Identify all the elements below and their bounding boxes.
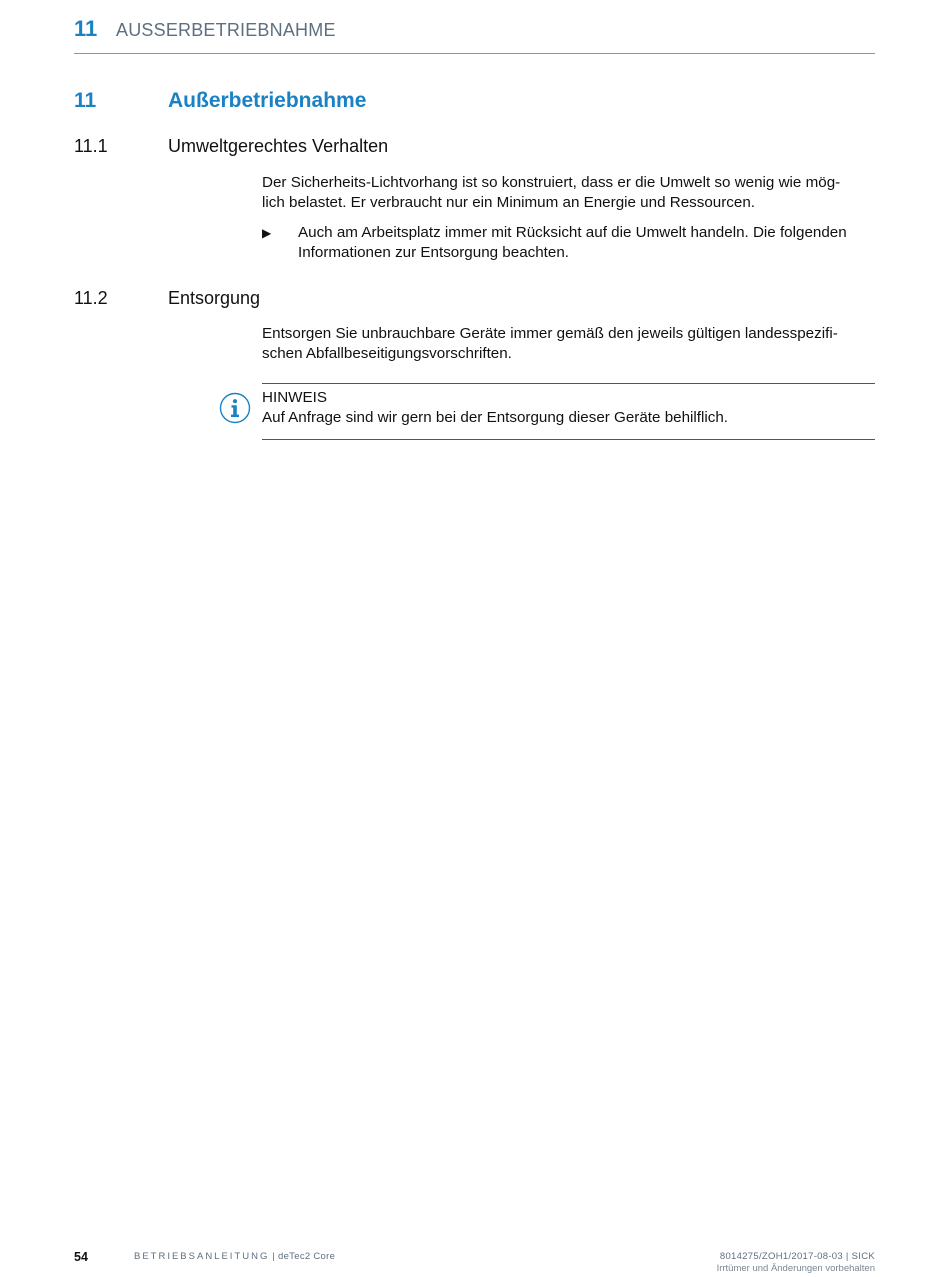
- paragraph-line: Entsorgen Sie unbrauchbare Geräte immer gemäß den jeweils gültigen landesspezifi-: [262, 325, 838, 342]
- note-bottom-rule: [262, 439, 875, 440]
- section-number: 11.2: [74, 288, 108, 308]
- bullet-item: [298, 223, 878, 263]
- section-title: Entsorgung: [168, 288, 261, 308]
- bullet-line: Auch am Arbeitsplatz immer mit Rücksicht auf die Umwelt handeln. Die folgenden: [298, 224, 847, 241]
- note-top-rule: [262, 383, 875, 384]
- footer-disclaimer: Irrtümer und Änderungen vorbehalten: [716, 1263, 875, 1274]
- paragraph-line: schen Abfallbeseitigungsvorschriften.: [262, 345, 512, 362]
- footer-reference: 8014275/ZOH1/2017-08-03 | SICK: [719, 1251, 875, 1262]
- paragraph-line: lich belastet. Er verbraucht nur ein Minimum an Energie und Ressourcen.: [262, 194, 755, 211]
- paragraph-line: Der Sicherheits-Lichtvorhang ist so konstruiert, dass er die Umwelt so wenig wie mög-: [262, 174, 841, 191]
- note-text: Auf Anfrage sind wir gern bei der Entsorgung dieser Geräte behilflich.: [262, 409, 729, 426]
- running-header-chapter-number: 11: [74, 16, 98, 41]
- section-title: Umweltgerechtes Verhalten: [168, 136, 389, 156]
- footer-document-title: [134, 1251, 335, 1262]
- section-paragraph: [262, 324, 874, 364]
- section-paragraph: [262, 173, 874, 213]
- note-label: HINWEIS: [262, 389, 327, 406]
- bullet-arrow-icon: ▶: [262, 226, 272, 240]
- footer-product: deTec2 Core: [278, 1251, 336, 1262]
- footer-separator: |: [269, 1251, 279, 1262]
- footer-doc-type: BETRIEBSANLEITUNG: [134, 1251, 270, 1262]
- bullet-line: Informationen zur Entsorgung beachten.: [298, 244, 570, 261]
- chapter-number: 11: [74, 89, 97, 112]
- section-number: 11.1: [74, 136, 108, 156]
- chapter-title: Außerbetriebnahme: [168, 89, 367, 112]
- header-divider: [74, 53, 875, 54]
- info-icon: [219, 392, 251, 424]
- page-number: 54: [74, 1250, 88, 1264]
- running-header-chapter-title: AUSSERBETRIEBNAHME: [116, 20, 336, 40]
